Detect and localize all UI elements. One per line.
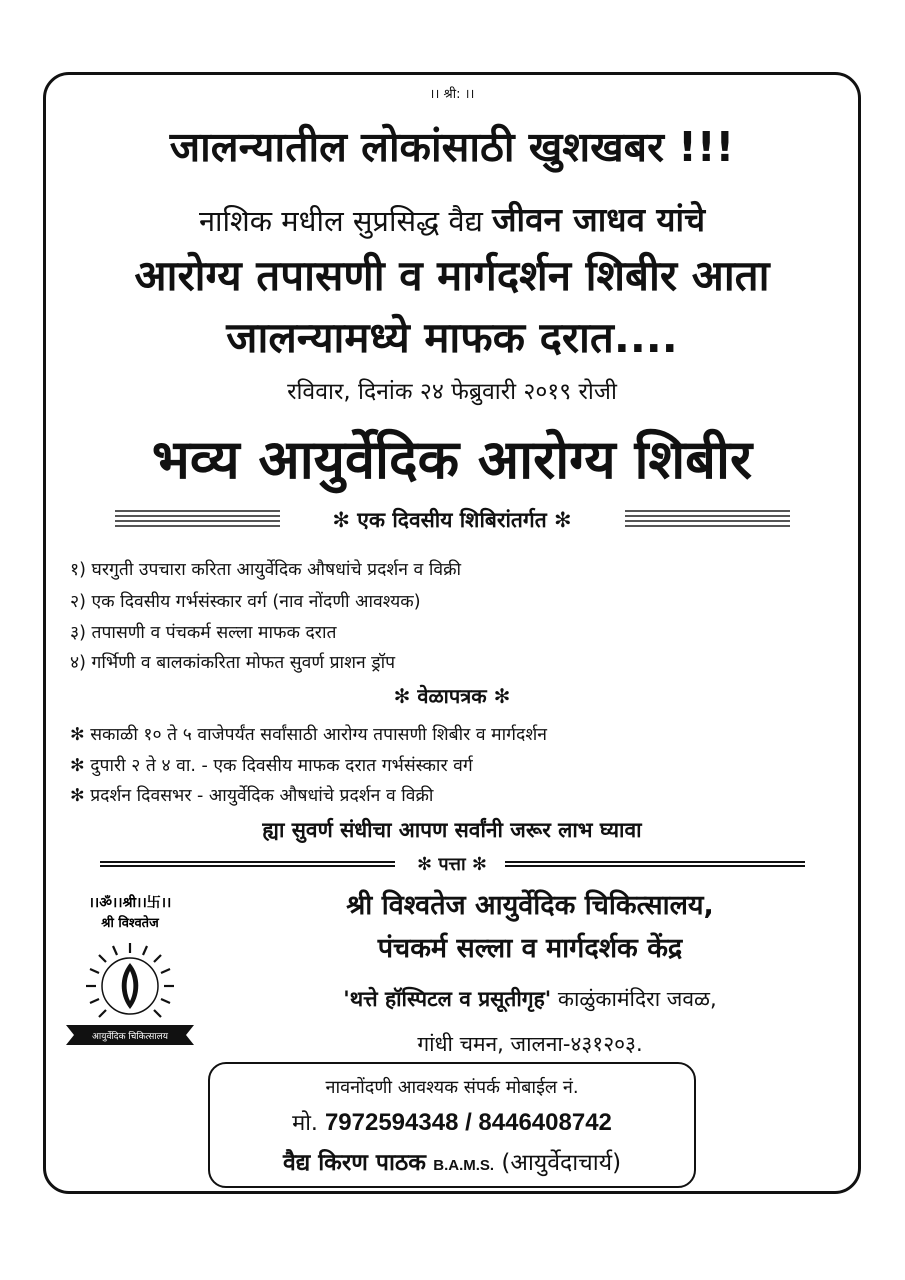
address-label: ✻ पत्ता ✻ — [416, 854, 488, 875]
doctor-line — [208, 1145, 696, 1177]
main-title: भव्य आयुर्वेदिक आरोग्य शिबीर — [151, 428, 753, 491]
registration-note: नावनोंदणी आवश्यक संपर्क मोबाईल नं. — [325, 1077, 579, 1098]
doctor-degree: B.A.M.S. — [433, 1157, 495, 1174]
clinic-subtitle: पंचकर्म सल्ला व मार्गदर्शक केंद्र — [377, 933, 683, 964]
clinic-logo — [60, 885, 200, 1065]
doctor-name: वैद्य किरण पाठक — [282, 1150, 426, 1176]
schedule-item: ✻ दुपारी २ ते ४ वा. - एक दिवसीय माफक दरात गर्भसंस्कार वर्ग — [70, 756, 473, 776]
event-date: रविवार, दिनांक २४ फेब्रुवारी २०१९ रोजी — [287, 379, 617, 405]
shri-invocation: ।। श्री: ।। — [429, 87, 475, 102]
logo-name-text: श्री विश्वतेज — [101, 916, 159, 931]
list-item: ३) तपासणी व पंचकर्म सल्ला माफक दरात — [70, 623, 337, 643]
appeal-line: ह्या सुवर्ण संधीचा आपण सर्वांनी जरूर लाभ घ्यावा — [262, 818, 642, 842]
location-rate-line: जालन्यामध्ये माफक दरात.... — [226, 313, 678, 362]
schedule-heading: ✻ वेळापत्रक ✻ — [393, 684, 511, 708]
schedule-item: ✻ सकाळी १० ते ५ वाजेपर्यंत सर्वांसाठी आरोग्य तपासणी शिबीर व मार्गदर्शन — [70, 725, 547, 745]
mobile-line — [208, 1107, 696, 1137]
headline: जालन्यातील लोकांसाठी खुशखबर !!! — [169, 123, 735, 171]
schedule-item: ✻ प्रदर्शन दिवसभर - आयुर्वेदिक औषधांचे प्रदर्शन व विक्री — [70, 786, 434, 806]
intro-line — [43, 196, 861, 241]
section-heading: ✻ एक दिवसीय शिबिरांतर्गत ✻ — [332, 508, 572, 532]
logo-banner-text: आयुर्वेदिक चिकित्सालय — [92, 1032, 168, 1042]
clinic-name: श्री विश्वतेज आयुर्वेदिक चिकित्सालय, — [346, 890, 714, 921]
intro-prefix: नाशिक मधील सुप्रसिद्ध वैद्य — [198, 204, 483, 238]
address-line-1 — [230, 985, 830, 1013]
list-item: २) एक दिवसीय गर्भसंस्कार वर्ग (नाव नोंदणी आवश्यक) — [70, 592, 421, 612]
logo-top-text: ।।ॐ।।श्री।।卐।। — [88, 895, 172, 911]
mobile-numbers: 7972594348 / 8446408742 — [324, 1109, 612, 1136]
camp-line: आरोग्य तपासणी व मार्गदर्शन शिबीर आता — [134, 251, 770, 300]
hospital-name: 'थत्ते हॉस्पिटल व प्रसूतीगृह' — [343, 987, 552, 1011]
doctor-specialty: (आयुर्वेदाचार्य) — [501, 1150, 622, 1176]
list-item: १) घरगुती उपचारा करिता आयुर्वेदिक औषधांचे प्रदर्शन व विक्री — [70, 560, 462, 580]
list-item: ४) गर्भिणी व बालकांकरिता मोफत सुवर्ण प्राशन ड्रॉप — [70, 653, 396, 673]
address-line-2: गांधी चमन, जालना-४३१२०३. — [417, 1032, 643, 1056]
mobile-label: मो. — [292, 1111, 318, 1136]
landmark: काळुंकामंदिरा जवळ, — [557, 987, 717, 1011]
vaidya-name: जीवन जाधव यांचे — [492, 200, 706, 239]
